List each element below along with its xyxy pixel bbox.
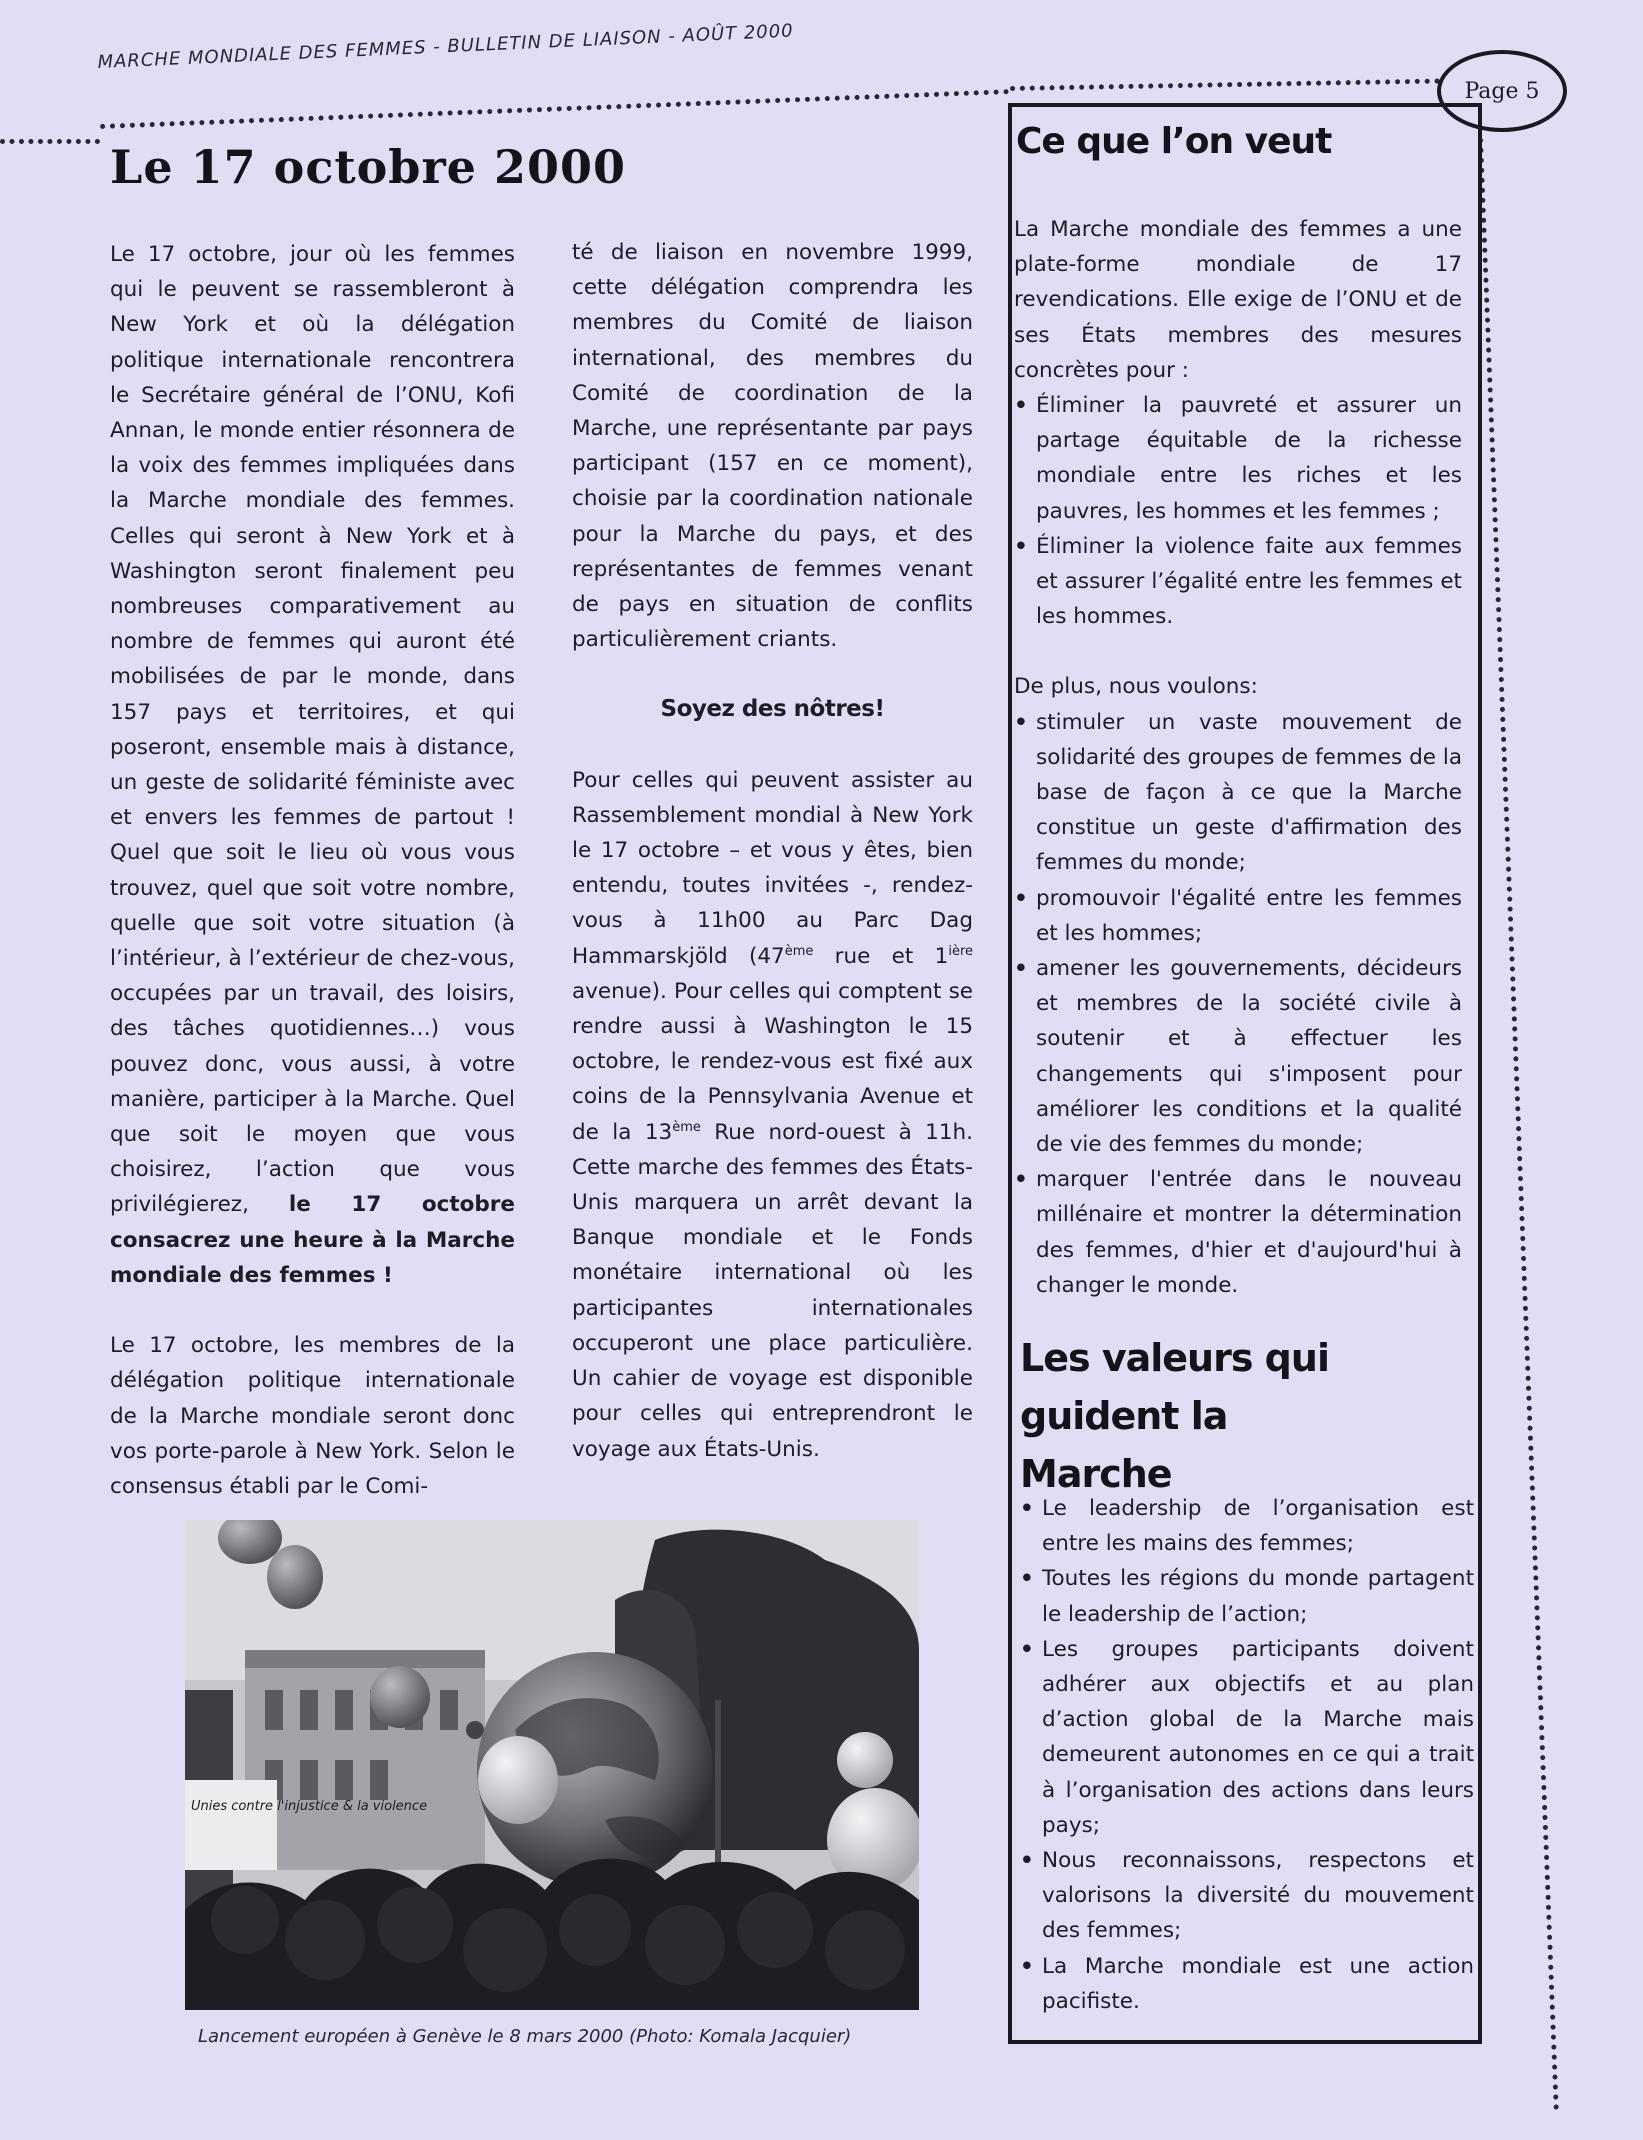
flag-pole-top: [466, 1721, 484, 1739]
list-item: • Les groupes participants doivent adhérer aux objectifs et au plan d’action global de la Marche mais demeurent autonomes en ce qui a trait à l’organisation des actions dans leurs pays;: [1020, 1632, 1474, 1843]
rally-photo-illustration: [185, 1520, 919, 2010]
article-paragraph: Le 17 octobre, les membres de la délégation politique internationale de la Marche mondiale seront donc vos porte-parole à New York. Selon le consensus établi par le Comi-: [110, 1333, 515, 1499]
lamp-post: [715, 1700, 721, 1890]
wants-list: [1014, 705, 1462, 1303]
page-number: Page 5: [1464, 78, 1540, 104]
superscript: ème: [672, 1119, 701, 1135]
article-paragraph: té de liaison en novembre 1999, cette délégation comprendra les membres du Comité de liaison international, des membres du Comité de coordination de la Marche, une représentante par pays participant (157 en ce moment), choisie par la coordination nationale pour la Marche du pays, et des représentantes de femmes venant de pays en situation de conflits particulièrement criants.: [572, 240, 973, 653]
sidebar-box: [1008, 103, 1482, 2044]
list-item: • Éliminer la pauvreté et assurer un partage équitable de la richesse mondiale entre les riches et les pauvres, les hommes et les femmes ;: [1014, 388, 1462, 529]
list-item: • amener les gouvernements, décideurs et membres de la société civile à soutenir et à effectuer les changements qui s'imposent pour améliorer les conditions et la qualité de vie des femmes du monde;: [1014, 951, 1462, 1162]
article-column-1: [110, 237, 515, 1504]
superscript: ème: [784, 943, 814, 959]
demands-list: [1014, 388, 1462, 634]
paragraph-text: Rue nord-ouest à 11h. Cette marche des femmes des États-Unis marquera un arrêt devant la Banque mondiale et le Fonds monétaire international où les participantes internationales occuperont une place particulière. Un cahier de voyage est disponible pour celles qui entreprendront le voyage aux États-Unis.: [572, 1119, 973, 1462]
list-item: • Toutes les régions du monde partagent le leadership de l’action;: [1020, 1561, 1474, 1631]
demands-intro: La Marche mondiale des femmes a une plate-forme mondiale de 17 revendications. Elle exige de l’ONU et de ses États membres des mesures concrètes pour :: [1014, 217, 1462, 383]
sidebar-title-demands: Ce que l’on veut: [1016, 121, 1332, 162]
list-item: • promouvoir l'égalité entre les femmes et les hommes;: [1014, 881, 1462, 951]
bulletin-header-title: MARCHE MONDIALE DES FEMMES - BULLETIN DE LIAISON - AOÛT 2000: [97, 20, 795, 74]
wants-intro: De plus, nous voulons:: [1014, 674, 1258, 700]
header-dotted-rule-right: [1010, 78, 1440, 91]
balloon: [478, 1736, 558, 1824]
protest-sign-text: Unies contre l'injustice & la violence: [191, 1799, 428, 1814]
values-list: [1020, 1491, 1474, 2019]
rally-photo: [185, 1520, 919, 2010]
values-section: [1020, 1491, 1474, 2019]
article-paragraph: [572, 763, 973, 1467]
balloon: [370, 1666, 430, 1728]
list-item: • La Marche mondiale est une action pacifiste.: [1020, 1949, 1474, 2019]
paragraph-text: Le 17 octobre, jour où les femmes qui le peuvent se rassembleront à New York et où la délégation politique internationale rencontrera le Secrétaire général de l’ONU, Kofi Annan, le monde entier résonnera de la voix des femmes impliquées dans la Marche mondiale des femmes. Celles qui seront à New York et à Washington seront finalement peu nombreuses comparativement au nombre de femmes qui auront été mobilisées de par le monde, dans 157 pays et territoires, et qui poseront, ensemble mais à distance, un geste de solidarité féministe avec et envers les femmes de partout ! Quel que soit le lieu où vous vous trouvez, quel que soit votre nombre, quelle que soit votre situation (à l’intérieur, à l’extérieur de chez-vous, occupées par un travail, des loisirs, des tâches quotidiennes…) vous pouvez donc, vous aussi, à votre manière, participer à la Marche. Quel que soit le moyen que vous choisirez, l’action que vous privilégierez,: [110, 242, 515, 1218]
paragraph-text: rue et 1: [813, 943, 949, 969]
demands-section: [1014, 212, 1462, 1303]
protest-sign: [185, 1780, 277, 1870]
right-dotted-margin: [1478, 138, 1559, 2112]
paragraph-emphasis: le 17 octobre consacrez une heure à la Marche mondiale des femmes !: [110, 1192, 515, 1288]
list-item: • Éliminer la violence faite aux femmes et assurer l’égalité entre les femmes et les hommes.: [1014, 529, 1462, 635]
header-dotted-rule-left: [0, 139, 100, 144]
photo-caption: Lancement européen à Genève le 8 mars 2000 (Photo: Komala Jacquier): [198, 2026, 852, 2047]
article-title: Le 17 octobre 2000: [110, 140, 626, 194]
list-item: • Le leadership de l’organisation est entre les mains des femmes;: [1020, 1491, 1474, 1561]
list-item: • Nous reconnaissons, respectons et valorisons la diversité du mouvement des femmes;: [1020, 1843, 1474, 1949]
balloon: [837, 1732, 893, 1788]
article-subheading: Soyez des nôtres!: [660, 696, 885, 723]
sidebar-title-values: Les valeurs qui guident la Marche: [1020, 1336, 1329, 1496]
building-cornice: [245, 1650, 485, 1668]
article-column-2: [572, 235, 973, 1467]
list-item: • stimuler un vaste mouvement de solidarité des groupes de femmes de la base de façon à ce que la Marche constitue un geste d'affirmation des femmes du monde;: [1014, 705, 1462, 881]
superscript: ière: [948, 943, 973, 959]
article-paragraph: [110, 237, 515, 1293]
paragraph-text: Pour celles qui peuvent assister au Rassemblement mondial à New York le 17 octobre – et vous y êtes, bien entendu, toutes invitées -, rendez-vous à 11h00 au Parc Dag Hammarskjöld (47: [572, 767, 973, 969]
paragraph-text: avenue). Pour celles qui comptent se rendre aussi à Washington le 15 octobre, le rendez-vous est fixé aux coins de la Pennsylvania Avenue et de la 13: [572, 978, 973, 1145]
balloon: [267, 1545, 323, 1609]
list-item: • marquer l'entrée dans le nouveau millénaire et montrer la détermination des femmes, d'hier et d'aujourd'hui à changer le monde.: [1014, 1162, 1462, 1303]
